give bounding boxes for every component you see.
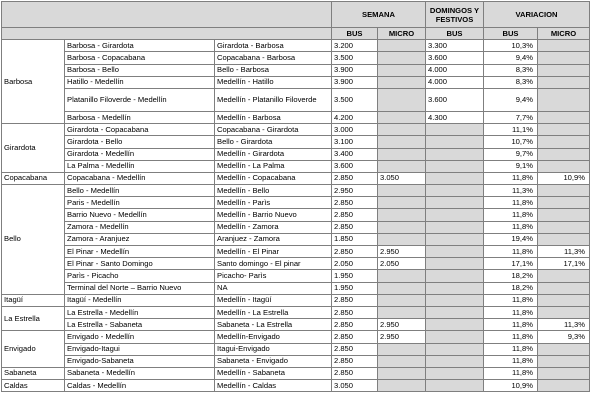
weekday-bus-fare-cell: 2.850 [332, 367, 378, 379]
table-row [2, 172, 590, 184]
weekday-micro-fare-cell [378, 294, 426, 306]
route-return-cell: Medellín - Itagüí [215, 294, 332, 306]
route-return-cell: Medellín - Zamora [215, 221, 332, 233]
variation-micro-cell [538, 209, 590, 221]
table-row [2, 52, 590, 64]
table-row [2, 306, 590, 318]
municipality-cell: Copacabana [2, 172, 65, 184]
weekday-micro-fare-cell [378, 111, 426, 123]
route-return-cell: Copacabana - Barbosa [215, 52, 332, 64]
fare-table-body [2, 40, 590, 392]
route-return-cell: Aranjuez - Zamora [215, 233, 332, 245]
weekday-micro-fare-cell [378, 40, 426, 52]
route-return-cell: Medellín - Sabaneta [215, 367, 332, 379]
header-blank-cell [2, 2, 332, 28]
weekday-micro-fare-cell: 2.950 [378, 331, 426, 343]
table-row [2, 380, 590, 392]
weekday-bus-fare-cell: 2.850 [332, 294, 378, 306]
route-origin-cell: Envigado-Sabaneta [65, 355, 215, 367]
variation-bus-cell: 11,8% [484, 197, 538, 209]
sunday-bus-fare-cell: 3.600 [426, 88, 484, 111]
sunday-bus-fare-cell: 4.000 [426, 76, 484, 88]
sunday-bus-fare-cell [426, 270, 484, 282]
weekday-bus-fare-cell: 3.500 [332, 88, 378, 111]
municipality-cell: Itagüí [2, 294, 65, 306]
variation-bus-cell: 18,2% [484, 270, 538, 282]
route-return-cell: Medellín - Hatillo [215, 76, 332, 88]
variation-micro-cell [538, 221, 590, 233]
variation-bus-cell: 17,1% [484, 258, 538, 270]
header-domingos-bus: BUS [426, 28, 484, 40]
header-row-sub [2, 28, 590, 40]
route-origin-cell: La Estrella - Medellín [65, 306, 215, 318]
route-return-cell: Medellín - Caldas [215, 380, 332, 392]
variation-bus-cell: 11,8% [484, 319, 538, 331]
header-semana-micro: MICRO [378, 28, 426, 40]
table-row [2, 209, 590, 221]
variation-bus-cell: 11,8% [484, 343, 538, 355]
variation-bus-cell: 11,1% [484, 124, 538, 136]
sunday-bus-fare-cell [426, 319, 484, 331]
route-origin-cell: Girardota - Medellín [65, 148, 215, 160]
variation-bus-cell: 18,2% [484, 282, 538, 294]
weekday-micro-fare-cell [378, 367, 426, 379]
route-origin-cell: Girardota - Bello [65, 136, 215, 148]
sunday-bus-fare-cell [426, 209, 484, 221]
variation-micro-cell [538, 136, 590, 148]
header-semana-bus: BUS [332, 28, 378, 40]
weekday-micro-fare-cell [378, 306, 426, 318]
route-origin-cell: Zamora - Medellín [65, 221, 215, 233]
sunday-bus-fare-cell: 4.000 [426, 64, 484, 76]
variation-micro-cell [538, 160, 590, 172]
weekday-micro-fare-cell [378, 233, 426, 245]
municipality-cell: Sabaneta [2, 367, 65, 379]
variation-bus-cell: 9,7% [484, 148, 538, 160]
variation-micro-cell: 10,9% [538, 172, 590, 184]
weekday-bus-fare-cell: 3.400 [332, 148, 378, 160]
route-origin-cell: Hatillo - Medellín [65, 76, 215, 88]
table-row [2, 343, 590, 355]
route-return-cell: Medellín - Girardota [215, 148, 332, 160]
weekday-micro-fare-cell [378, 76, 426, 88]
route-return-cell: Medellín - La Palma [215, 160, 332, 172]
weekday-bus-fare-cell: 3.000 [332, 124, 378, 136]
table-row [2, 124, 590, 136]
header-variacion-bus: BUS [484, 28, 538, 40]
sunday-bus-fare-cell: 3.600 [426, 52, 484, 64]
variation-micro-cell [538, 270, 590, 282]
header-blank-cell [2, 28, 332, 40]
table-row [2, 258, 590, 270]
variation-bus-cell: 7,7% [484, 111, 538, 123]
variation-bus-cell: 8,3% [484, 64, 538, 76]
weekday-micro-fare-cell [378, 160, 426, 172]
header-domingos: DOMINGOS Y FESTIVOS [426, 2, 484, 28]
sunday-bus-fare-cell [426, 172, 484, 184]
variation-micro-cell [538, 380, 590, 392]
variation-micro-cell [538, 306, 590, 318]
header-row-top [2, 2, 590, 28]
variation-micro-cell [538, 52, 590, 64]
sunday-bus-fare-cell [426, 258, 484, 270]
variation-micro-cell: 11,3% [538, 319, 590, 331]
municipality-cell: La Estrella [2, 306, 65, 330]
sunday-bus-fare-cell [426, 367, 484, 379]
sunday-bus-fare-cell [426, 282, 484, 294]
variation-micro-cell [538, 185, 590, 197]
fare-table [1, 1, 590, 392]
sunday-bus-fare-cell [426, 331, 484, 343]
variation-bus-cell: 8,3% [484, 76, 538, 88]
municipality-cell: Envigado [2, 331, 65, 368]
table-row [2, 221, 590, 233]
sunday-bus-fare-cell [426, 355, 484, 367]
municipality-cell: Girardota [2, 124, 65, 173]
route-origin-cell: Barrio Nuevo - Medellín [65, 209, 215, 221]
weekday-micro-fare-cell: 2.050 [378, 258, 426, 270]
table-row [2, 197, 590, 209]
route-return-cell: Medellín - Bello [215, 185, 332, 197]
weekday-bus-fare-cell: 1.850 [332, 233, 378, 245]
sunday-bus-fare-cell [426, 197, 484, 209]
municipality-cell: Barbosa [2, 40, 65, 124]
weekday-bus-fare-cell: 3.200 [332, 40, 378, 52]
table-row [2, 136, 590, 148]
route-return-cell: Medellín-Envigado [215, 331, 332, 343]
weekday-bus-fare-cell: 2.850 [332, 197, 378, 209]
sunday-bus-fare-cell [426, 148, 484, 160]
route-origin-cell: Barbosa - Girardota [65, 40, 215, 52]
table-row [2, 331, 590, 343]
weekday-micro-fare-cell: 2.950 [378, 246, 426, 258]
table-row [2, 111, 590, 123]
variation-bus-cell: 11,8% [484, 221, 538, 233]
weekday-bus-fare-cell: 2.850 [332, 355, 378, 367]
sunday-bus-fare-cell [426, 343, 484, 355]
route-return-cell: NA [215, 282, 332, 294]
variation-bus-cell: 9,1% [484, 160, 538, 172]
weekday-micro-fare-cell [378, 270, 426, 282]
variation-micro-cell: 17,1% [538, 258, 590, 270]
weekday-micro-fare-cell [378, 221, 426, 233]
sunday-bus-fare-cell: 4.300 [426, 111, 484, 123]
weekday-micro-fare-cell [378, 282, 426, 294]
variation-bus-cell: 19,4% [484, 233, 538, 245]
variation-micro-cell: 9,3% [538, 331, 590, 343]
table-row [2, 88, 590, 111]
route-origin-cell: Itagüí - Medellín [65, 294, 215, 306]
weekday-bus-fare-cell: 2.850 [332, 209, 378, 221]
route-origin-cell: El Pinar - Santo Domingo [65, 258, 215, 270]
table-row [2, 246, 590, 258]
variation-micro-cell [538, 148, 590, 160]
variation-micro-cell [538, 282, 590, 294]
weekday-bus-fare-cell: 2.950 [332, 185, 378, 197]
weekday-bus-fare-cell: 3.600 [332, 160, 378, 172]
table-row [2, 367, 590, 379]
variation-micro-cell [538, 367, 590, 379]
variation-micro-cell [538, 111, 590, 123]
route-return-cell: Itagui-Envigado [215, 343, 332, 355]
sunday-bus-fare-cell [426, 233, 484, 245]
variation-bus-cell: 10,9% [484, 380, 538, 392]
weekday-bus-fare-cell: 2.050 [332, 258, 378, 270]
variation-bus-cell: 9,4% [484, 52, 538, 64]
weekday-bus-fare-cell: 2.850 [332, 343, 378, 355]
sunday-bus-fare-cell [426, 246, 484, 258]
weekday-bus-fare-cell: 3.500 [332, 52, 378, 64]
weekday-bus-fare-cell: 2.850 [332, 306, 378, 318]
route-origin-cell: La Palma - Medellín [65, 160, 215, 172]
route-return-cell: Copacabana - Girardota [215, 124, 332, 136]
variation-bus-cell: 11,8% [484, 355, 538, 367]
table-row [2, 233, 590, 245]
variation-bus-cell: 11,8% [484, 294, 538, 306]
table-row [2, 282, 590, 294]
table-row [2, 160, 590, 172]
route-origin-cell: Sabaneta - Medellín [65, 367, 215, 379]
route-return-cell: Medellín - Barrio Nuevo [215, 209, 332, 221]
variation-bus-cell: 11,8% [484, 331, 538, 343]
table-row [2, 64, 590, 76]
table-row [2, 355, 590, 367]
weekday-bus-fare-cell: 1.950 [332, 282, 378, 294]
variation-bus-cell: 11,8% [484, 172, 538, 184]
weekday-bus-fare-cell: 2.850 [332, 319, 378, 331]
route-return-cell: Bello - Girardota [215, 136, 332, 148]
header-semana: SEMANA [332, 2, 426, 28]
route-origin-cell: Zamora - Aranjuez [65, 233, 215, 245]
route-origin-cell: Barbosa - Bello [65, 64, 215, 76]
header-variacion: VARIACION [484, 2, 590, 28]
route-origin-cell: Platanillo Filoverde - Medellín [65, 88, 215, 111]
route-origin-cell: Parìs - Picacho [65, 270, 215, 282]
weekday-bus-fare-cell: 2.850 [332, 331, 378, 343]
route-return-cell: Medellín - Copacabana [215, 172, 332, 184]
table-row [2, 148, 590, 160]
municipality-cell: Bello [2, 185, 65, 295]
weekday-micro-fare-cell [378, 148, 426, 160]
route-return-cell: Medellín - El Pinar [215, 246, 332, 258]
route-origin-cell: Terminal del Norte – Barrio Nuevo [65, 282, 215, 294]
route-origin-cell: La Estrella - Sabaneta [65, 319, 215, 331]
table-row [2, 40, 590, 52]
sunday-bus-fare-cell [426, 124, 484, 136]
sunday-bus-fare-cell: 3.300 [426, 40, 484, 52]
variation-bus-cell: 11,8% [484, 209, 538, 221]
route-origin-cell: Girardota - Copacabana [65, 124, 215, 136]
weekday-micro-fare-cell: 3.050 [378, 172, 426, 184]
route-origin-cell: Barbosa - Medellín [65, 111, 215, 123]
table-row [2, 185, 590, 197]
table-row [2, 76, 590, 88]
sunday-bus-fare-cell [426, 160, 484, 172]
variation-micro-cell [538, 124, 590, 136]
route-return-cell: Medellín - Parìs [215, 197, 332, 209]
weekday-bus-fare-cell: 3.100 [332, 136, 378, 148]
weekday-micro-fare-cell [378, 209, 426, 221]
weekday-micro-fare-cell [378, 355, 426, 367]
weekday-bus-fare-cell: 3.050 [332, 380, 378, 392]
route-return-cell: Sabaneta - Envigado [215, 355, 332, 367]
variation-micro-cell [538, 197, 590, 209]
variation-micro-cell: 11,3% [538, 246, 590, 258]
weekday-bus-fare-cell: 3.900 [332, 76, 378, 88]
variation-micro-cell [538, 233, 590, 245]
route-origin-cell: El Pinar - Medellín [65, 246, 215, 258]
weekday-micro-fare-cell [378, 197, 426, 209]
weekday-bus-fare-cell: 2.850 [332, 172, 378, 184]
variation-bus-cell: 11,8% [484, 246, 538, 258]
route-return-cell: Girardota - Barbosa [215, 40, 332, 52]
route-return-cell: Bello - Barbosa [215, 64, 332, 76]
sunday-bus-fare-cell [426, 221, 484, 233]
weekday-micro-fare-cell [378, 136, 426, 148]
sunday-bus-fare-cell [426, 185, 484, 197]
route-origin-cell: Envigado-Itagui [65, 343, 215, 355]
weekday-micro-fare-cell: 2.950 [378, 319, 426, 331]
table-row [2, 319, 590, 331]
route-return-cell: Medellín - Barbosa [215, 111, 332, 123]
variation-bus-cell: 10,7% [484, 136, 538, 148]
weekday-micro-fare-cell [378, 64, 426, 76]
route-origin-cell: Paris - Medellín [65, 197, 215, 209]
weekday-bus-fare-cell: 4.200 [332, 111, 378, 123]
municipality-cell: Caldas [2, 380, 65, 392]
weekday-micro-fare-cell [378, 124, 426, 136]
route-return-cell: Medellín - La Estrella [215, 306, 332, 318]
sunday-bus-fare-cell [426, 136, 484, 148]
variation-bus-cell: 11,8% [484, 367, 538, 379]
variation-micro-cell [538, 40, 590, 52]
variation-micro-cell [538, 88, 590, 111]
variation-micro-cell [538, 294, 590, 306]
table-row [2, 294, 590, 306]
variation-micro-cell [538, 76, 590, 88]
route-origin-cell: Envigado - Medellín [65, 331, 215, 343]
route-return-cell: Medellín - Platanillo Filoverde [215, 88, 332, 111]
weekday-micro-fare-cell [378, 88, 426, 111]
variation-bus-cell: 10,3% [484, 40, 538, 52]
table-row [2, 270, 590, 282]
weekday-micro-fare-cell [378, 52, 426, 64]
weekday-bus-fare-cell: 1.950 [332, 270, 378, 282]
variation-micro-cell [538, 355, 590, 367]
sunday-bus-fare-cell [426, 294, 484, 306]
variation-micro-cell [538, 343, 590, 355]
route-origin-cell: Caldas - Medellín [65, 380, 215, 392]
route-origin-cell: Barbosa - Copacabana [65, 52, 215, 64]
variation-bus-cell: 9,4% [484, 88, 538, 111]
route-return-cell: Santo domingo - El pinar [215, 258, 332, 270]
route-origin-cell: Copacabana - Medellín [65, 172, 215, 184]
route-return-cell: Sabaneta - La Estrella [215, 319, 332, 331]
sunday-bus-fare-cell [426, 306, 484, 318]
weekday-micro-fare-cell [378, 343, 426, 355]
variation-bus-cell: 11,3% [484, 185, 538, 197]
variation-micro-cell [538, 64, 590, 76]
weekday-bus-fare-cell: 2.850 [332, 246, 378, 258]
sunday-bus-fare-cell [426, 380, 484, 392]
weekday-micro-fare-cell [378, 185, 426, 197]
weekday-bus-fare-cell: 2.850 [332, 221, 378, 233]
weekday-micro-fare-cell [378, 380, 426, 392]
header-variacion-micro: MICRO [538, 28, 590, 40]
route-return-cell: Picacho- Parìs [215, 270, 332, 282]
variation-bus-cell: 11,8% [484, 306, 538, 318]
weekday-bus-fare-cell: 3.900 [332, 64, 378, 76]
route-origin-cell: Bello - Medellín [65, 185, 215, 197]
